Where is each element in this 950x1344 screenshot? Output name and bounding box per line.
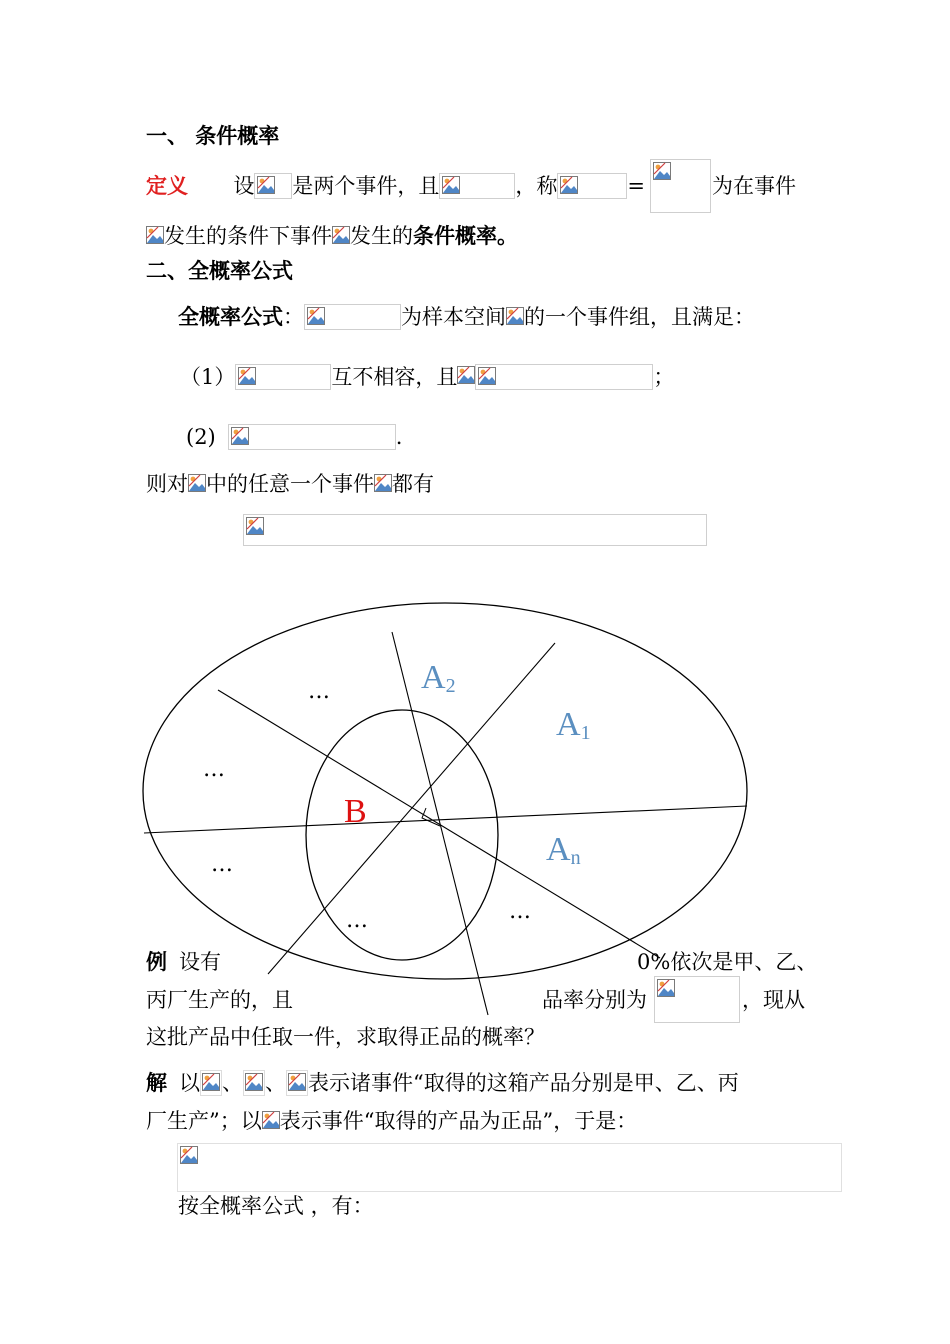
section-heading-conditional-probability: 一、 条件概率: [146, 123, 280, 148]
example-text: 丙厂生产的，且: [146, 988, 293, 1012]
solution-line-3: 按全概率公式 ，有：: [178, 1194, 374, 1218]
broken-image-icon: [286, 1070, 308, 1096]
dots-label: …: [211, 852, 233, 877]
formula-text: 中的任意一个事件: [206, 472, 374, 496]
example-text: 设有: [179, 950, 221, 974]
formula-text: 都有: [392, 472, 434, 496]
definition-text: =: [627, 174, 645, 198]
dots-label: …: [509, 899, 531, 924]
solution-line-1: [146, 1069, 739, 1097]
dots-label: …: [346, 908, 368, 933]
formula-text: 为样本空间: [401, 305, 506, 329]
solution-text: 表示事件“取得的产品为正品”，于是：: [279, 1109, 638, 1133]
label-a1: A1: [556, 706, 591, 744]
definition-text: 。: [497, 223, 518, 248]
example-text: 0%依次是甲、乙、: [637, 950, 818, 974]
solution-text: 、: [265, 1071, 286, 1095]
solution-text: 、: [222, 1071, 243, 1095]
formula-text: 的一个事件组，且满足：: [524, 305, 755, 329]
solution-line-2: [146, 1107, 637, 1135]
broken-image-icon: [177, 1143, 842, 1192]
solution-text: 表示诸事件“取得的这箱产品分别是甲、乙、丙: [308, 1071, 739, 1095]
condition-1-text: ；: [653, 365, 675, 389]
formula-text: ：: [283, 305, 304, 329]
broken-image-icon: [243, 1070, 265, 1096]
condition-2-text: .: [395, 425, 403, 449]
definition-text: 发生的: [350, 224, 413, 248]
solution-text: 厂生产”；以: [146, 1109, 262, 1133]
formula-text: 则对: [146, 472, 188, 496]
dots-label: …: [203, 757, 225, 782]
broken-image-icon: [262, 1111, 280, 1131]
condition-1-text: 互不相容，且: [331, 365, 458, 389]
condition-2-label: (2): [186, 425, 216, 449]
solution-text: 以: [179, 1071, 200, 1095]
example-label: 例: [146, 949, 167, 974]
example-line-3: 这批产品中任取一件，求取得正品的概率？: [146, 1025, 545, 1049]
definition-text: ，称: [515, 174, 558, 198]
solution-label: 解: [146, 1070, 167, 1095]
formula-label: 全概率公式: [178, 304, 283, 329]
definition-text: 发生的条件下事件: [164, 224, 332, 248]
example-text: ，现从: [742, 988, 805, 1012]
definition-text: 为在事件: [712, 174, 796, 198]
broken-image-icon: [200, 1070, 222, 1096]
label-a2: A2: [421, 659, 456, 697]
definition-text: 设: [233, 174, 255, 198]
label-an: An: [546, 831, 581, 869]
definition-label: 定义: [146, 173, 188, 198]
dots-label: …: [308, 679, 330, 704]
example-text: 品率分别为: [542, 988, 647, 1012]
definition-text: 是两个事件，且: [292, 174, 440, 198]
definition-term: 条件概率: [413, 223, 497, 248]
label-b: B: [344, 793, 367, 830]
section-heading-total-probability: 二、全概率公式: [146, 258, 293, 283]
condition-1-label: （1）: [180, 365, 236, 389]
